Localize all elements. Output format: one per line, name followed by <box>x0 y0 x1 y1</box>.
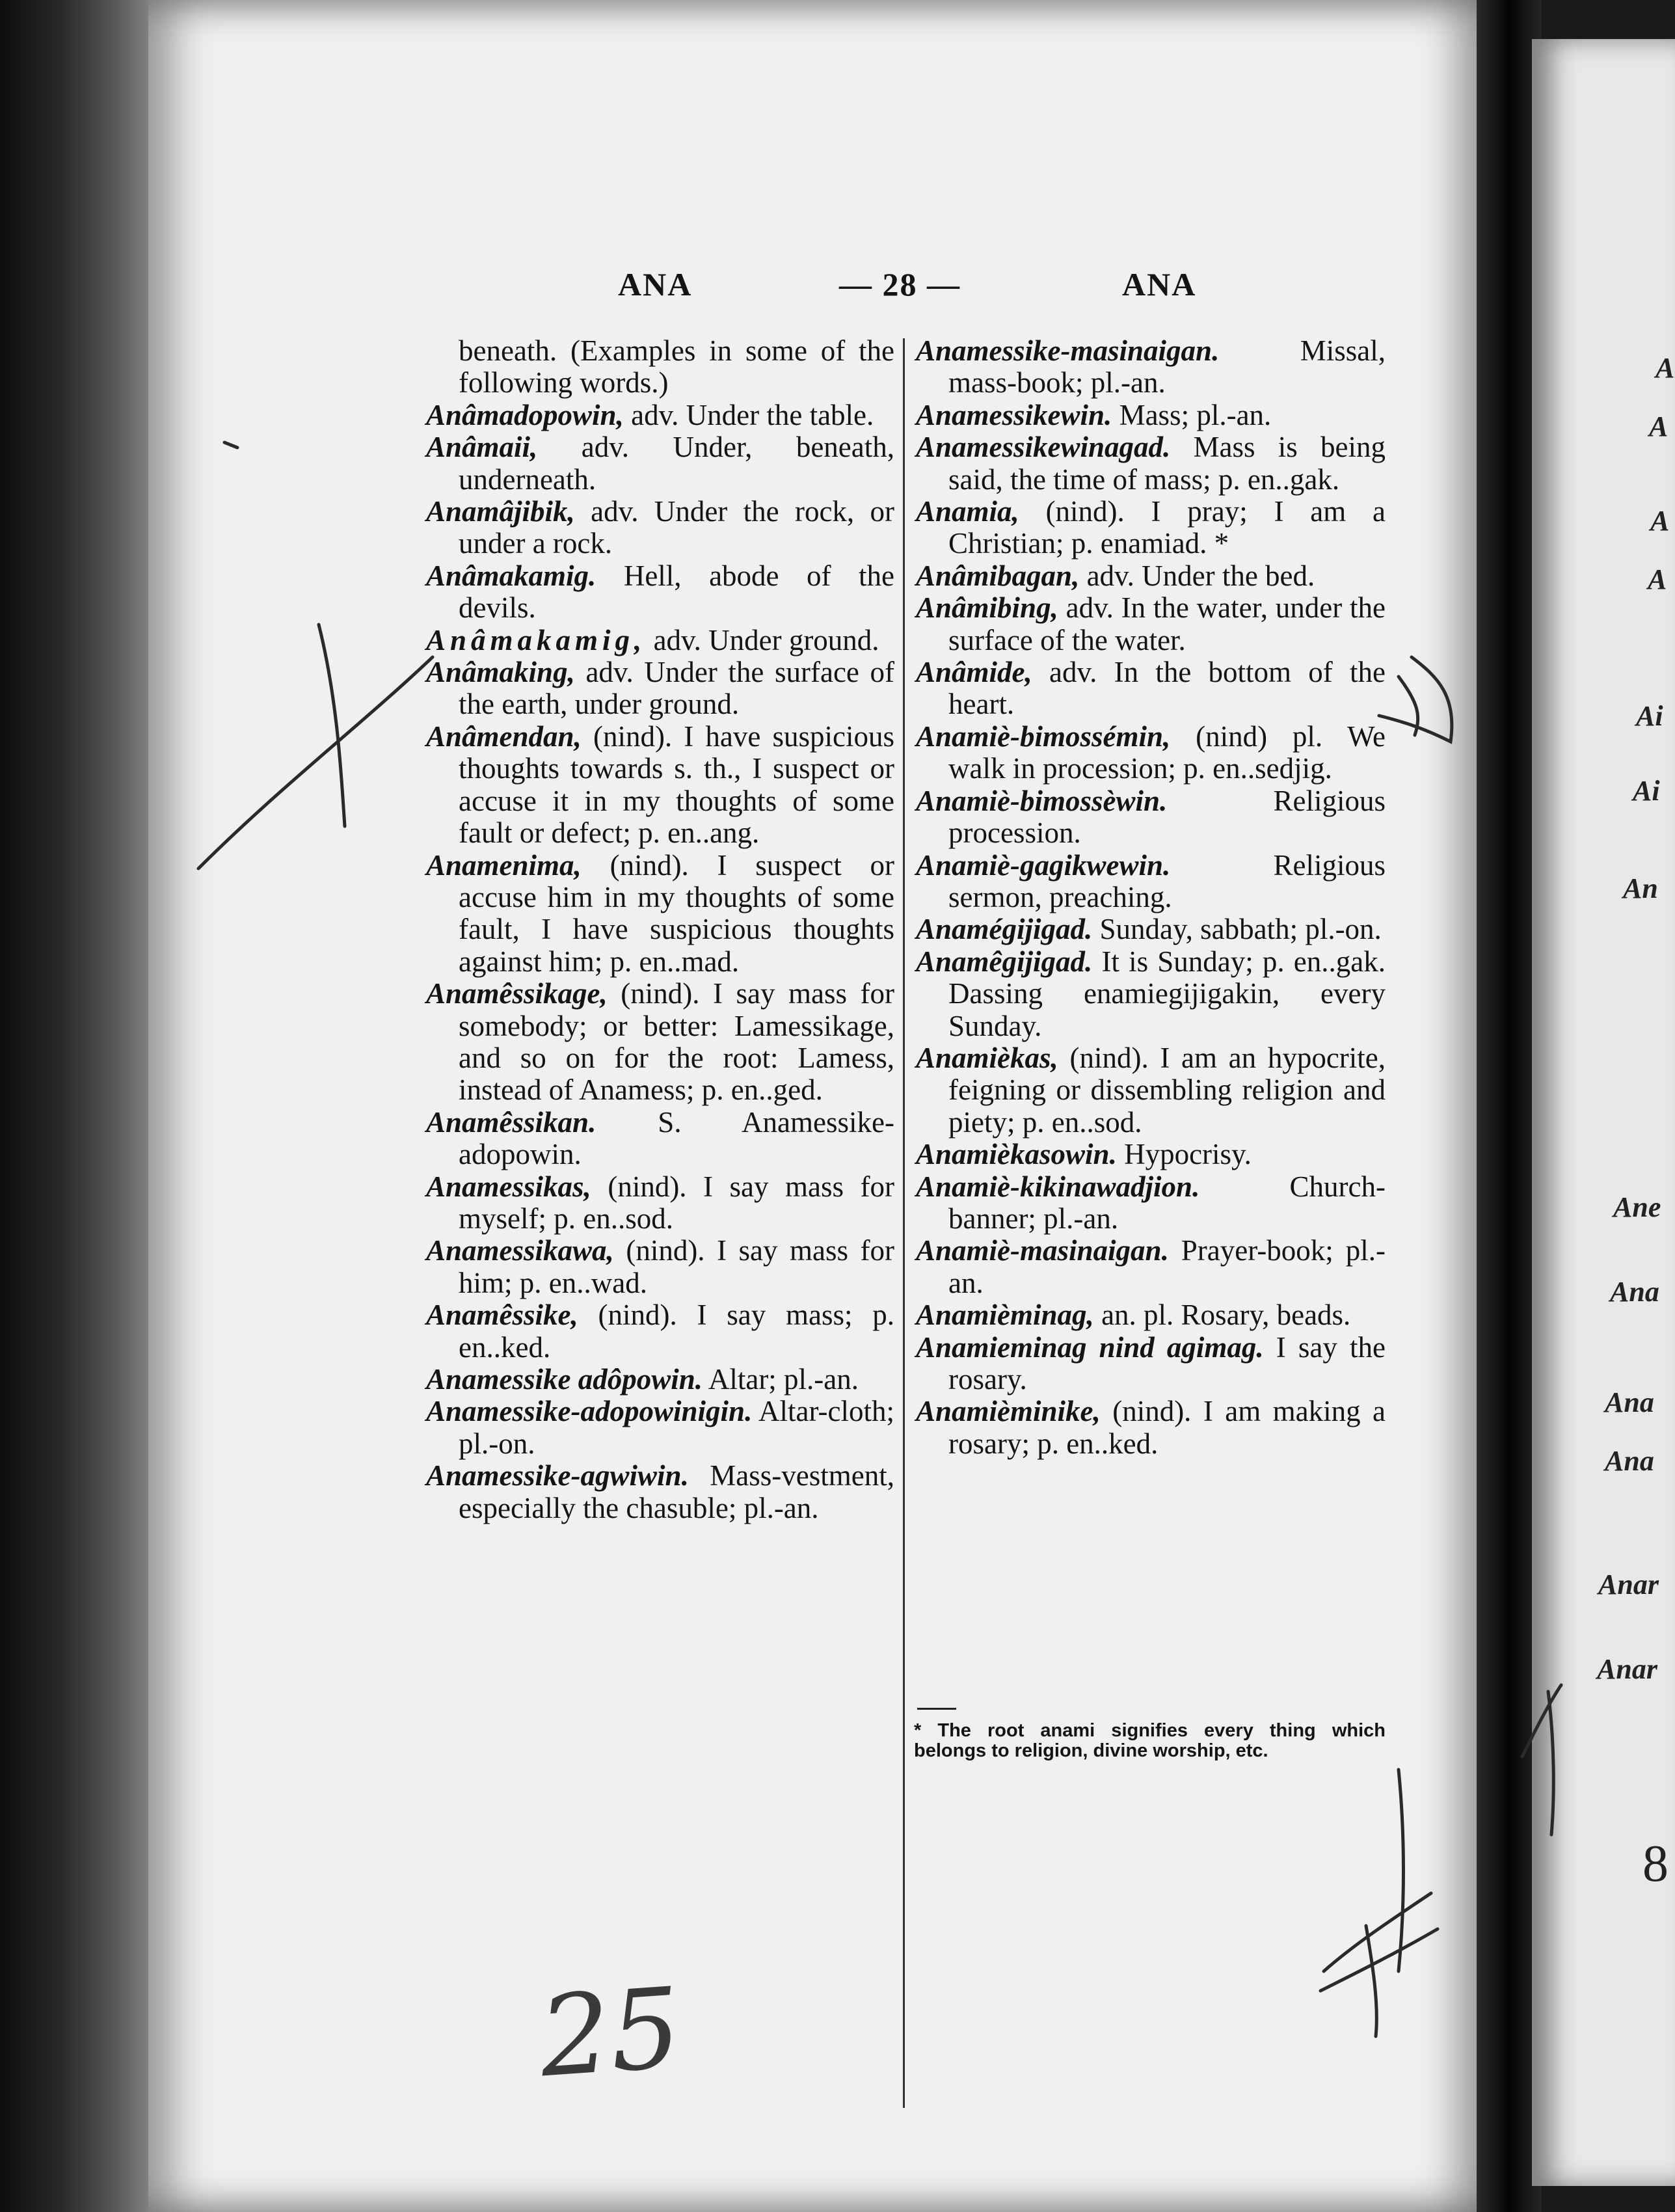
entry-text: adv. Under ground. <box>653 623 879 656</box>
next-page-fragment: An <box>1623 872 1658 904</box>
entry-text: adv. Under the bed. <box>1086 559 1315 592</box>
entry-headword: Anamêgijigad. <box>916 945 1093 978</box>
entry-text: Hypocrisy. <box>1124 1138 1252 1171</box>
entry-text: (nind) pl. We walk in procession; p. en..sedjig. <box>948 720 1386 785</box>
dictionary-entry <box>916 1235 1386 1299</box>
entry-text: (nind). I say mass for somebody; or better: Lamessikage, and so on for the root: Lamess, instead of Anamess; p. en..ged. <box>459 977 894 1107</box>
dictionary-entry <box>426 335 894 399</box>
next-page-fragment: Ane <box>1613 1191 1661 1223</box>
dictionary-entry <box>426 1396 894 1460</box>
dictionary-entry <box>916 785 1386 850</box>
running-head-left: ANA <box>618 266 693 303</box>
entry-headword: Anamièkasowin. <box>916 1138 1117 1171</box>
entry-headword: Anamessikawa, <box>426 1234 614 1267</box>
next-page-fragment: Ai <box>1633 775 1660 807</box>
dictionary-entry <box>916 1042 1386 1139</box>
dictionary-entry <box>426 1460 894 1524</box>
entry-text: (nind). I have suspicious thoughts towards s. th., I suspect or accuse it in my thoughts of some fault or defect; p. en..ang. <box>459 720 894 850</box>
next-page-fragment: 8 <box>1642 1835 1668 1893</box>
next-page-fragment: Ai <box>1636 700 1663 732</box>
entry-headword: Anâmibing, <box>916 591 1058 625</box>
running-head-right: ANA <box>1122 266 1197 303</box>
dictionary-entry <box>426 978 894 1107</box>
dictionary-entry <box>426 496 894 560</box>
entry-headword: Anamiè-kikinawadjion. <box>916 1170 1200 1203</box>
entry-text: Mass; pl.-an. <box>1119 398 1272 431</box>
entry-headword: Anâmendan, <box>426 720 582 753</box>
next-page-fragment: Ana <box>1605 1386 1654 1418</box>
entry-headword: Anamiè-masinaigan. <box>916 1234 1169 1267</box>
next-page-fragment: Anar <box>1597 1653 1657 1685</box>
entry-headword: Anamessike-masinaigan. <box>916 334 1220 367</box>
dictionary-entry <box>916 850 1386 914</box>
dictionary-entry <box>916 335 1386 399</box>
footnote-rule <box>917 1708 956 1710</box>
entry-text: Church-banner; pl.-an. <box>948 1170 1386 1235</box>
entry-text: adv. Under, beneath, underneath. <box>459 431 894 496</box>
entry-text: Mass is being said, the time of mass; p. en..gak. <box>948 431 1386 496</box>
entry-text: Religious procession. <box>948 784 1386 850</box>
entry-text: It is Sunday; p. en..gak. Dassing enamiegijigakin, every Sunday. <box>948 945 1386 1042</box>
column-divider <box>903 338 905 2108</box>
entry-text: (nind). I say mass; p. en..ked. <box>459 1299 895 1364</box>
entry-text: adv. In the water, under the surface of the water. <box>948 591 1386 656</box>
entry-headword: Anamégijigad. <box>916 913 1093 946</box>
entry-headword: Anamièkas, <box>916 1041 1058 1074</box>
next-page-edge <box>1532 39 1675 2186</box>
entry-text: Sunday, sabbath; pl.-on. <box>1099 913 1382 946</box>
entry-headword: Anamêssike, <box>426 1299 578 1332</box>
entry-text: (nind). I pray; I am a Christian; p. enamiad. * <box>948 495 1386 560</box>
entry-headword: Anamièminike, <box>916 1395 1101 1428</box>
dictionary-entry <box>426 656 894 721</box>
entry-text: beneath. (Examples in some of the following words.) <box>459 334 894 399</box>
dictionary-entry <box>916 592 1386 656</box>
entry-text: Mass-vestment, especially the chasuble; pl.-an. <box>459 1459 894 1524</box>
entry-headword: Anâmakamig. <box>426 559 596 592</box>
dictionary-entry <box>426 560 894 625</box>
dictionary-entry <box>916 656 1386 721</box>
dictionary-entry <box>916 1299 1386 1331</box>
entry-headword: Anamessike-adopowinigin. <box>426 1395 753 1428</box>
next-page-fragment: A <box>1650 505 1670 537</box>
entry-headword: Anamâjibik, <box>426 495 575 528</box>
next-page-fragment: A <box>1655 352 1675 384</box>
dictionary-entry <box>426 431 894 496</box>
entry-headword: Anamiè-bimossèwin. <box>916 784 1168 817</box>
entry-headword: Anamia, <box>916 495 1019 528</box>
entry-headword: Anamiè-bimossémin, <box>916 720 1171 753</box>
entry-text: adv. Under the table. <box>631 398 874 431</box>
dictionary-entry <box>916 560 1386 592</box>
next-page-fragment: Ana <box>1610 1276 1659 1308</box>
handwritten-number: 25 <box>535 1963 685 2103</box>
next-page-fragment: Ana <box>1605 1445 1654 1477</box>
dictionary-entry <box>426 1364 894 1396</box>
next-page-fragment: A <box>1649 411 1668 442</box>
entry-headword: Anamessikewinagad. <box>916 431 1171 464</box>
entry-headword: Anâmaii, <box>426 431 538 464</box>
next-page-fragment: Anar <box>1598 1569 1659 1600</box>
entry-headword: Anâmaking, <box>426 656 575 689</box>
dictionary-entry <box>916 721 1386 785</box>
entry-headword: Anamieminag nind agimag. <box>916 1330 1264 1364</box>
entry-text: Hell, abode of the devils. <box>459 559 894 625</box>
book-binding-left <box>0 0 156 2212</box>
dictionary-entry <box>916 913 1386 945</box>
entry-text: adv. Under the rock, or under a rock. <box>459 495 894 560</box>
dictionary-entry <box>916 1396 1386 1460</box>
entry-headword: Anamêssikage, <box>426 977 608 1010</box>
entry-headword: Anamessike adôpowin. <box>426 1363 703 1396</box>
entry-headword: Anamenima, <box>426 848 582 882</box>
dictionary-entry <box>426 850 894 978</box>
entry-headword: Anamessikas, <box>426 1170 591 1203</box>
dictionary-entry <box>426 1107 894 1171</box>
dictionary-entry <box>426 721 894 850</box>
entry-headword: Anâmakamig, <box>426 623 647 656</box>
footnote: * The root anami signifies every thing which belongs to religion, divine worship, etc. <box>914 1720 1386 1761</box>
dictionary-entry <box>916 1139 1386 1170</box>
dictionary-entry <box>916 431 1386 496</box>
entry-text: Altar-cloth; pl.-on. <box>459 1395 894 1460</box>
dictionary-entry <box>426 625 894 656</box>
entry-headword: Anamessike-agwiwin. <box>426 1459 689 1492</box>
dictionary-entry <box>426 1299 894 1364</box>
right-column <box>916 335 1386 1460</box>
entry-headword: Anamessikewin. <box>916 398 1112 431</box>
entry-text: (nind). I am an hypocrite, feigning or dissembling religion and piety; p. en..sod. <box>948 1041 1386 1139</box>
entry-text: Religious sermon, preaching. <box>948 848 1386 913</box>
left-column <box>426 335 894 1524</box>
dictionary-entry <box>916 946 1386 1042</box>
entry-text: Prayer-book; pl.-an. <box>948 1234 1386 1299</box>
entry-headword: Anamiè-gagikwewin. <box>916 848 1171 882</box>
entry-text: Missal, mass-book; pl.-an. <box>948 334 1386 399</box>
entry-text: an. pl. Rosary, beads. <box>1101 1299 1351 1332</box>
entry-text: (nind). I say mass for him; p. en..wad. <box>459 1234 895 1299</box>
entry-headword: Anamêssikan. <box>426 1105 596 1139</box>
entry-text: adv. In the bottom of the heart. <box>948 656 1386 721</box>
entry-text: (nind). I say mass for myself; p. en..sod. <box>459 1170 895 1235</box>
entry-text: I say the rosary. <box>948 1330 1386 1396</box>
entry-headword: Anâmide, <box>916 656 1032 689</box>
dictionary-entry <box>916 399 1386 431</box>
entry-text: (nind). I suspect or accuse him in my thoughts of some fault, I have suspicious thoughts against him; p. en..mad. <box>459 848 895 978</box>
entry-headword: Anâmadopowin, <box>426 398 624 431</box>
next-page-fragment: A <box>1648 563 1667 595</box>
entry-headword: Anâmibagan, <box>916 559 1080 592</box>
dictionary-entry <box>426 1235 894 1299</box>
page-number: — 28 — <box>839 266 961 303</box>
dictionary-entry <box>916 496 1386 560</box>
entry-text: (nind). I am making a rosary; p. en..ked. <box>948 1395 1386 1460</box>
dictionary-entry <box>426 1171 894 1235</box>
dictionary-entry <box>426 399 894 431</box>
entry-text: adv. Under the surface of the earth, under ground. <box>459 656 894 721</box>
entry-headword: Anamièminag, <box>916 1299 1094 1332</box>
dictionary-entry <box>916 1171 1386 1235</box>
dictionary-entry <box>916 1332 1386 1396</box>
entry-text: Altar; pl.-an. <box>708 1363 859 1396</box>
entry-text: S. Anamessike-adopowin. <box>459 1105 894 1171</box>
